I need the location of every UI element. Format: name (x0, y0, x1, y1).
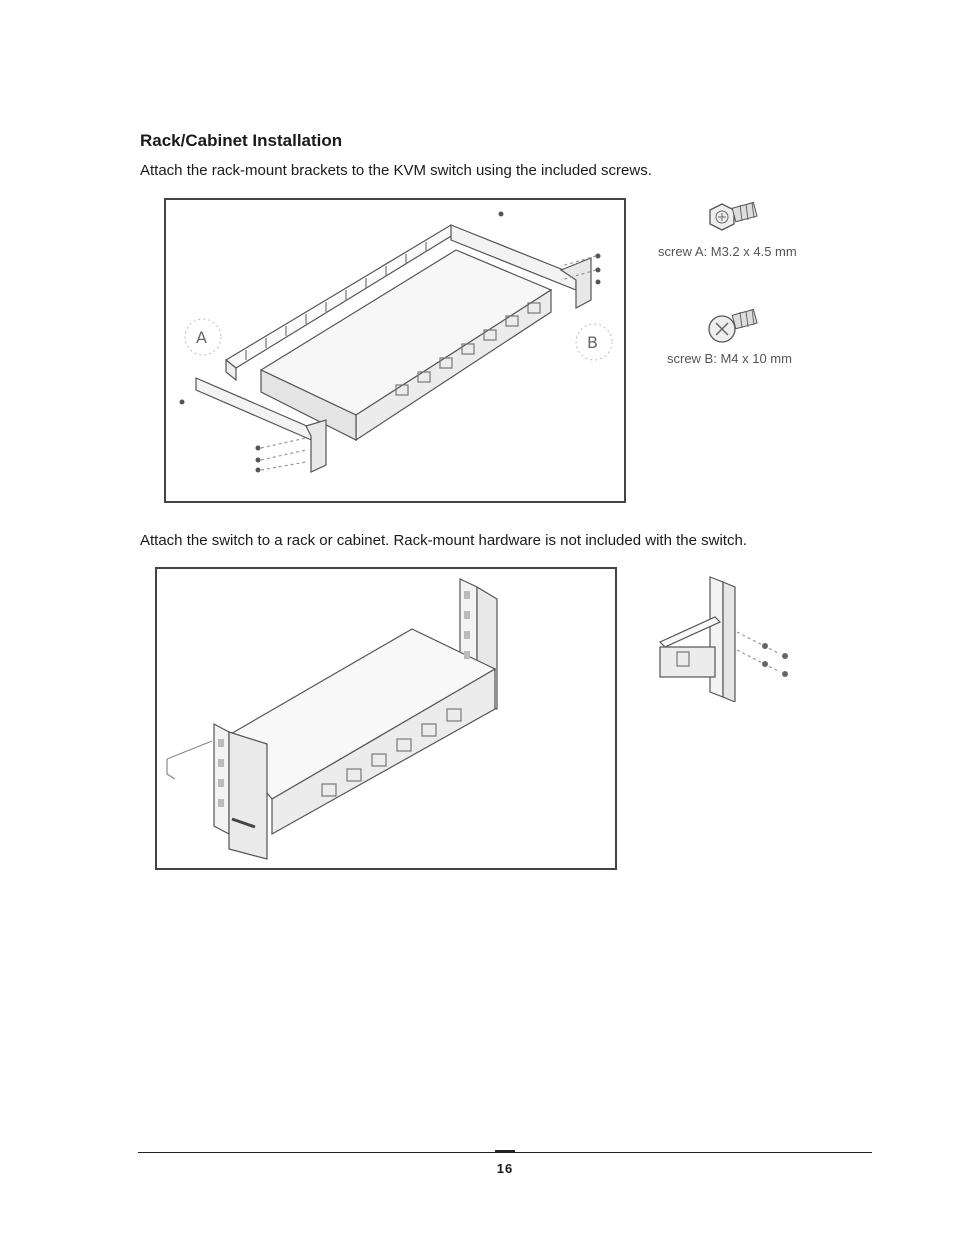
screw-a-icon (700, 196, 760, 242)
figure-label-b: B (587, 333, 598, 352)
page-number: 16 (496, 1161, 514, 1176)
step2-instruction: Attach the switch to a rack or cabinet. Rack-mount hardware is not included with the switch. (140, 532, 747, 549)
footer-tick (495, 1150, 515, 1152)
screw-b-label: screw B: M4 x 10 mm (667, 351, 792, 366)
bracket-attachment-figure (164, 198, 626, 503)
footer-rule (138, 1152, 872, 1153)
step1-instruction: Attach the rack-mount brackets to the KVM switch using the included screws. (140, 162, 652, 179)
rack-screw-detail-figure (655, 572, 815, 702)
screw-b-icon (700, 305, 760, 351)
figure-label-a: A (196, 328, 207, 347)
section-title: Rack/Cabinet Installation (140, 131, 343, 150)
rack-mount-figure (155, 567, 617, 870)
screw-a-label: screw A: M3.2 x 4.5 mm (658, 244, 797, 259)
